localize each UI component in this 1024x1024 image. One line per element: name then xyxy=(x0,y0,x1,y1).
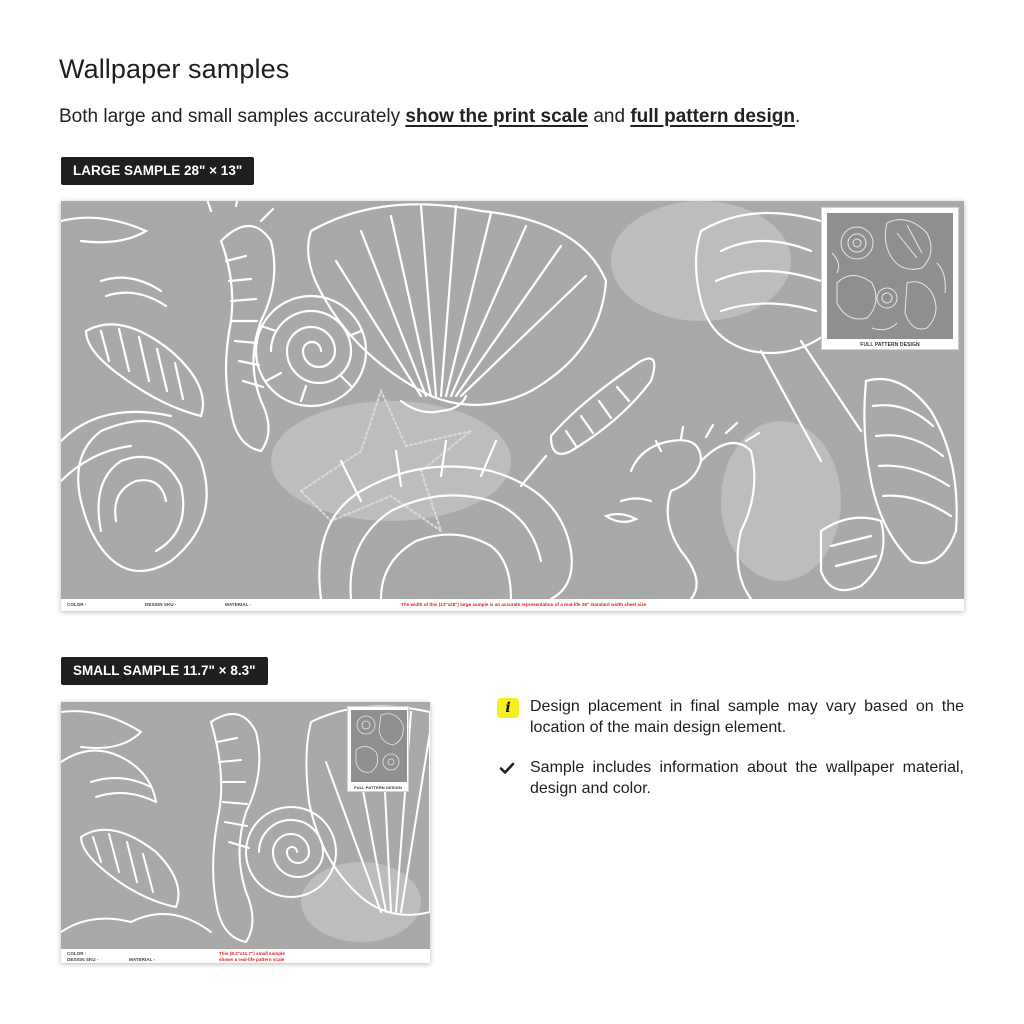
large-sample-badge: LARGE SAMPLE 28" × 13" xyxy=(61,157,254,185)
small-sample-image xyxy=(61,702,430,963)
small-footer-scale-note-line1: This (8.3"x11.7") small sample xyxy=(219,951,285,956)
includes-note-text: Sample includes information about the wallpaper material, design and color. xyxy=(530,759,964,797)
thumbnail-pattern-illustration-small xyxy=(351,710,407,782)
subtitle-emphasis-print-scale: show the print scale xyxy=(405,106,589,127)
large-full-pattern-thumbnail xyxy=(821,207,959,350)
placement-note-text: Design placement in final sample may vary based on the location of the main design element. xyxy=(530,698,964,736)
page-title: Wallpaper samples xyxy=(59,54,290,84)
info-item-placement xyxy=(497,697,964,738)
small-thumbnail-label: FULL PATTERN DESIGN xyxy=(354,785,402,790)
subtitle-text-and: and xyxy=(588,106,631,127)
subtitle-text-start: Both large and small samples accurately xyxy=(59,106,406,127)
small-footer-scale-note-line2: shows a real-life pattern scale xyxy=(219,957,285,962)
small-sample-badge: SMALL SAMPLE 11.7" × 8.3" xyxy=(61,657,268,685)
large-sample-pattern xyxy=(61,201,964,599)
large-thumbnail-label: FULL PATTERN DESIGN xyxy=(860,342,920,348)
large-footer-color-label: COLOR - xyxy=(67,602,87,607)
subtitle-text-end: . xyxy=(795,106,801,127)
subtitle-emphasis-full-pattern: full pattern design xyxy=(630,106,795,127)
sample-info-list xyxy=(497,697,964,799)
thumbnail-pattern-illustration xyxy=(827,213,953,339)
small-sample-pattern xyxy=(61,702,430,949)
large-footer-material-label: MATERIAL - xyxy=(225,602,252,607)
small-full-pattern-thumbnail xyxy=(347,706,409,792)
small-thumbnail-pattern xyxy=(351,710,407,782)
large-sample-image xyxy=(61,201,964,611)
small-footer-material-label: MATERIAL - xyxy=(129,957,156,962)
small-footer-sku-label: DESIGN SKU - xyxy=(67,957,99,962)
checkmark-icon xyxy=(499,760,515,776)
large-footer-scale-note: The width of this (13"x28") large sample is an accurate representation of a real-life 28" standard width sheet size xyxy=(401,602,647,607)
small-footer-color-label: COLOR - xyxy=(67,951,87,956)
page-subtitle xyxy=(59,106,800,128)
large-footer-sku-label: DESIGN SKU - xyxy=(145,602,177,607)
info-icon: i xyxy=(497,698,519,718)
info-item-includes xyxy=(497,758,964,799)
large-thumbnail-pattern xyxy=(827,213,953,339)
